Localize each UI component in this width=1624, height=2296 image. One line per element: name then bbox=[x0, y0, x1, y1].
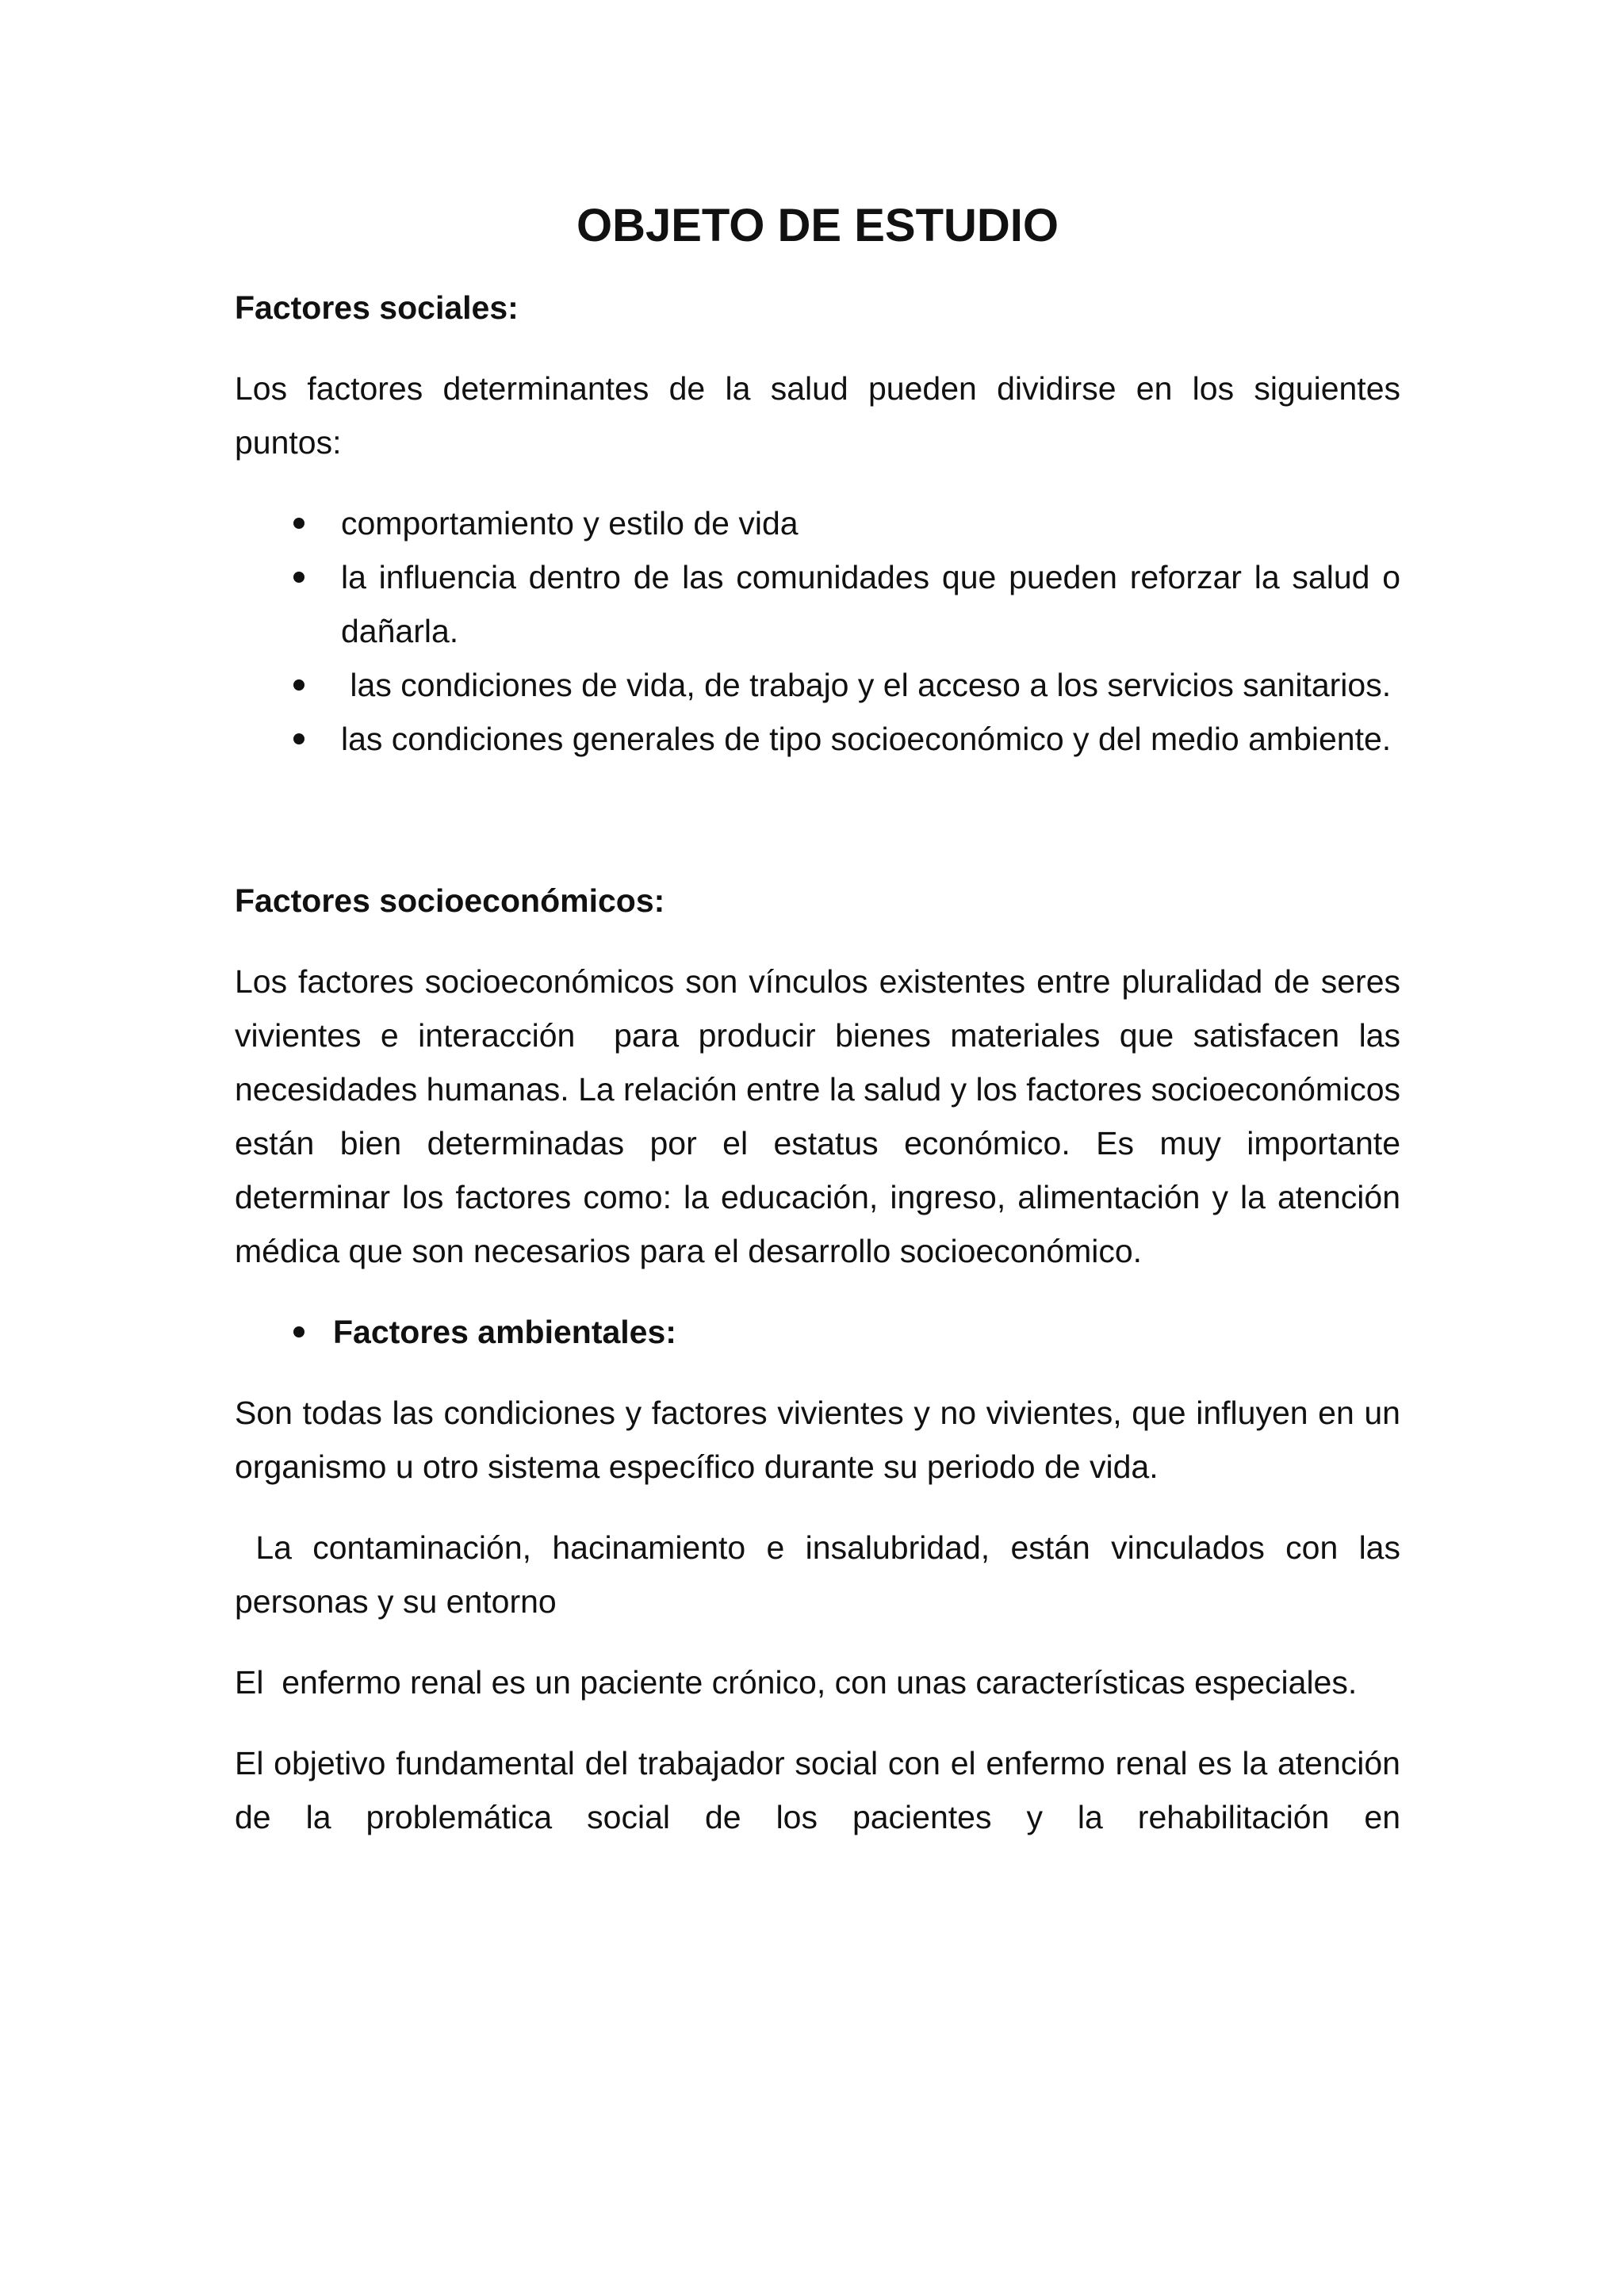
section-heading-factores-sociales: Factores sociales: bbox=[235, 289, 519, 326]
list-item bbox=[235, 496, 1400, 550]
bullet-icon bbox=[293, 679, 304, 691]
bullet-icon bbox=[293, 572, 304, 583]
list-item bbox=[235, 658, 1400, 712]
page-title: OBJETO DE ESTUDIO bbox=[576, 200, 1059, 251]
list-item-text: comportamiento y estilo de vida bbox=[341, 505, 799, 541]
list-item-text: la influencia dentro de las comunidades que pueden reforzar la salud o dañarla. bbox=[341, 559, 1400, 649]
section-heading-factores-socioeconomicos: Factores socioeconómicos: bbox=[235, 882, 665, 919]
list-item bbox=[235, 550, 1400, 658]
intro-paragraph: Los factores determinantes de la salud pueden dividirse en los siguientes puntos: bbox=[235, 370, 1400, 461]
bullet-icon bbox=[293, 733, 304, 744]
bullet-icon bbox=[293, 1326, 304, 1337]
environment-paragraph-1: Son todas las condiciones y factores vivientes y no vivientes, que influyen en un organismo u otro sistema específico durante su periodo de vida. bbox=[235, 1395, 1400, 1485]
list-item bbox=[235, 712, 1400, 766]
list-item-text: las condiciones de vida, de trabajo y el acceso a los servicios sanitarios. bbox=[341, 667, 1392, 703]
determinants-list bbox=[235, 496, 1400, 766]
section-heading-factores-ambientales bbox=[235, 1305, 1400, 1359]
list-item-text: las condiciones generales de tipo socioeconómico y del medio ambiente. bbox=[341, 721, 1392, 757]
environment-paragraph-4: El objetivo fundamental del trabajador social con el enfermo renal es la atención de la problemática social de los pacientes y la rehabilitación en bbox=[235, 1745, 1400, 1835]
section-spacer bbox=[235, 793, 1400, 874]
bullet-icon bbox=[293, 518, 304, 529]
environment-paragraph-2: La contaminación, hacinamiento e insalubridad, están vinculados con las personas y su entorno bbox=[235, 1529, 1410, 1620]
socioeconomic-paragraph: Los factores socioeconómicos son vínculos existentes entre pluralidad de seres vivientes e interacción para producir bienes materiales que satisfacen las necesidades humanas. La relación entre la salud y los factores socioeconómicos están bien determinadas por el estatus económico. Es muy importante determinar los factores como: la educación, ingreso, alimentación y la atención médica que son necesarios para el desarrollo socioeconómico. bbox=[235, 963, 1410, 1269]
bullet-heading-text: Factores ambientales: bbox=[333, 1314, 676, 1350]
document-page bbox=[235, 190, 1410, 1871]
environment-paragraph-3: El enfermo renal es un paciente crónico, con unas características especiales. bbox=[235, 1664, 1358, 1701]
